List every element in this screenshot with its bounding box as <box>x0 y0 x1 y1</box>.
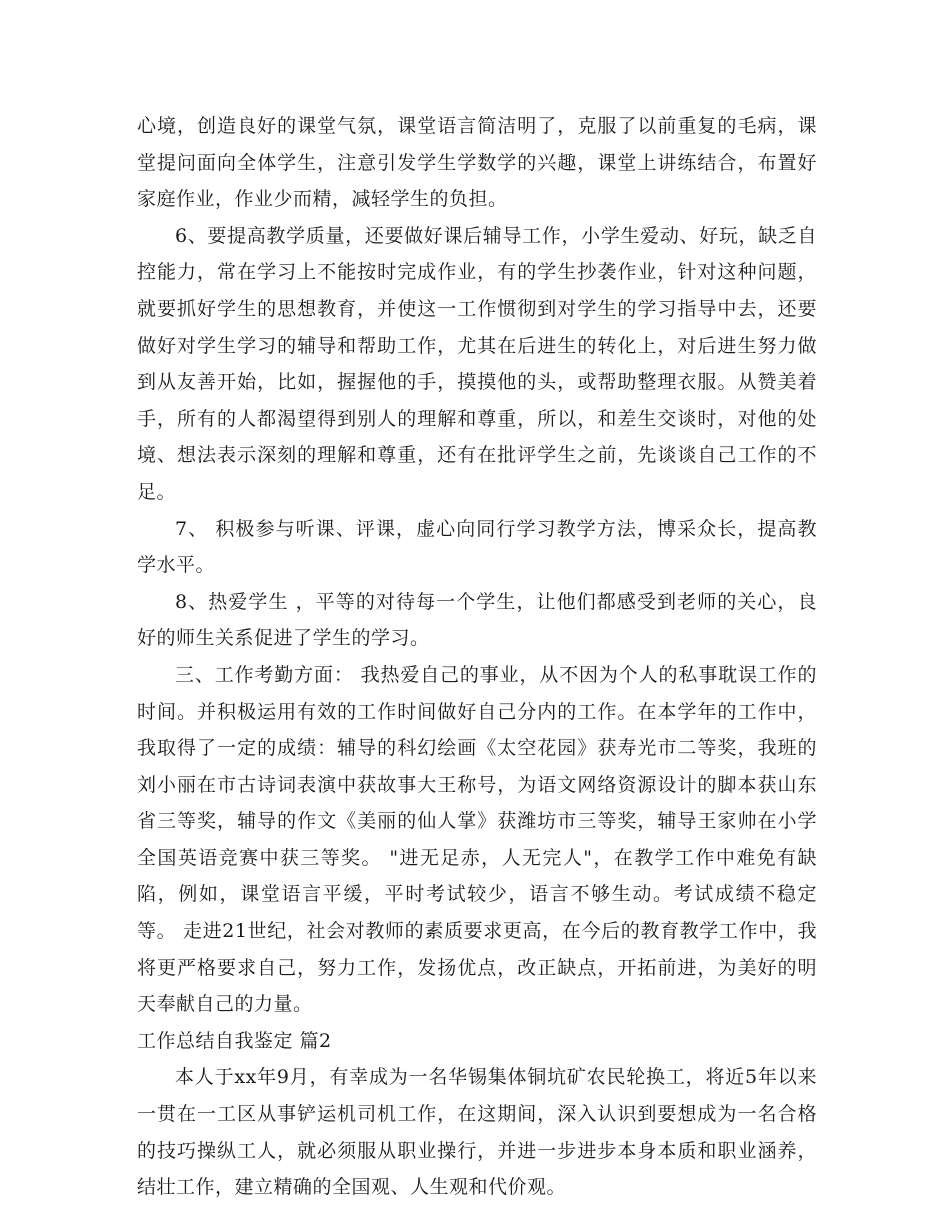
paragraph-item-7: 7、 积极参与听课、评课，虚心向同行学习教学方法，博采众长，提高教学水平。 <box>137 517 817 577</box>
paragraph-part-2-intro: 本人于xx年9月，有幸成为一名华锡集体铜坑矿农民轮换工，将近5年以来一贯在一工区从事铲运机司机工作，在这期间，深入认识到要想成为一名合格的技巧操纵工人，就必须服从职业操行，并进一步进步本身本质和职业涵养，结壮工作，建立精确的全国观、人生观和代价观。 <box>137 1066 817 1199</box>
paragraph-continuation: 心境，创造良好的课堂气氛，课堂语言简洁明了，克服了以前重复的毛病，课堂提问面向全体学生，注意引发学生学数学的兴趣，课堂上讲练结合，布置好家庭作业，作业少而精，减轻学生的负担。 <box>137 115 817 211</box>
paragraph-item-8: 8、热爱学生 ，平等的对待每一个学生，让他们都感受到老师的关心，良好的师生关系促进了学生的学习。 <box>137 590 817 650</box>
paragraph-section-3: 三、工作考勤方面： 我热爱自己的事业，从不因为个人的私事耽误工作的时间。并积极运用有效的工作时间做好自己分内的工作。在本学年的工作中，我取得了一定的成绩：辅导的科幻绘画《太空花园》获寿光市二等奖，我班的刘小丽在市古诗词表演中获故事大王称号，为语文网络资源设计的脚本获山东省三等奖，辅导的作文《美丽的仙人掌》获潍坊市三等奖，辅导王家帅在小学全国英语竞赛中获三等奖。 "进无足赤，人无完人"，在教学工作中难免有缺陷，例如，课堂语言平缓，平时考试较少，语言不够生动。考试成绩不稳定等。 走进21世纪，社会对教师的素质要求更高，在今后的教育教学工作中，我将更严格要求自己，努力工作，发扬优点，改正缺点，开拓前进，为美好的明天奉献自己的力量。 <box>137 663 817 1016</box>
document-body <box>137 108 817 1206</box>
paragraph-item-6: 6、要提高教学质量，还要做好课后辅导工作，小学生爱动、好玩，缺乏自控能力，常在学习上不能按时完成作业，有的学生抄袭作业，针对这种问题，就要抓好学生的思想教育，并使这一工作惯彻到对学生的学习指导中去，还要做好对学生学习的辅导和帮助工作，尤其在后进生的转化上，对后进生努力做到从友善开始，比如，握握他的手，摸摸他的头，或帮助整理衣服。从赞美着手，所有的人都渴望得到别人的理解和尊重，所以，和差生交谈时，对他的处境、想法表示深刻的理解和尊重，还有在批评学生之前，先谈谈自己工作的不足。 <box>137 224 817 503</box>
section-heading-part-2: 工作总结自我鉴定 篇2 <box>137 1029 332 1052</box>
